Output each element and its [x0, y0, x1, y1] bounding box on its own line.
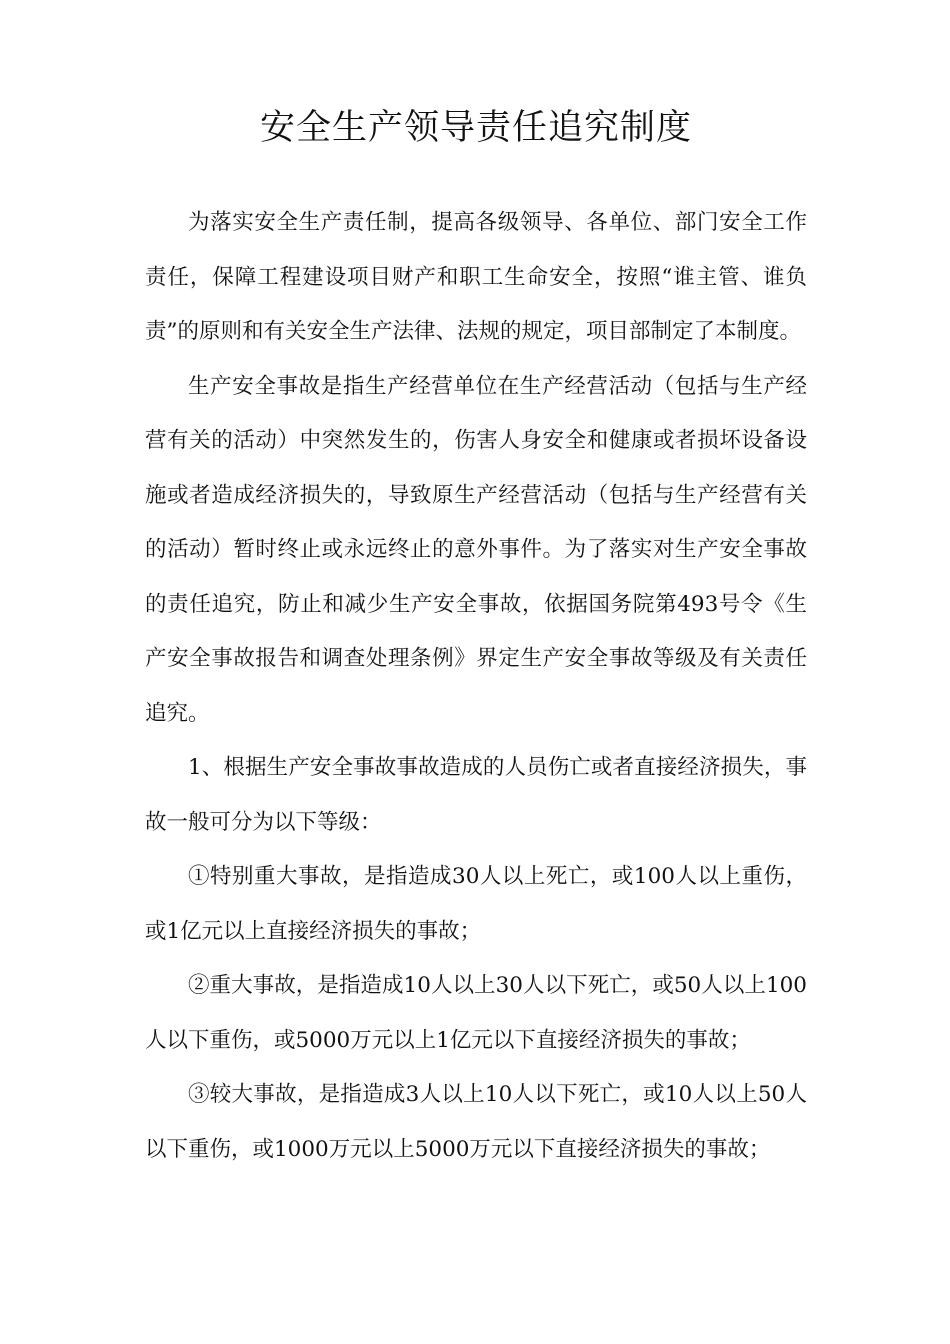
page-title: 安全生产领导责任追究制度 — [259, 108, 692, 148]
paragraph-purpose: 为落实安全生产责任制，提高各级领导、各单位、部门安全工作责任，保障工程建设项目财产和职工生命安全，按照“谁主管、谁负责”的原则和有关安全生产法律、法规的规定，项目部制定了本制度。 — [145, 210, 807, 344]
paragraph-level-1: ①特别重大事故，是指造成30人以上死亡，或100人以上重伤，或1亿元以上直接经济损失的事故； — [145, 864, 807, 944]
paragraph-definition: 生产安全事故是指生产经营单位在生产经营活动（包括与生产经营有关的活动）中突然发生的，伤害人身安全和健康或者损坏设备设施或者造成经济损失的，导致原生产经营活动（包括与生产经营有关的活动）暂时终止或永远终止的意外事件。为了落实对生产安全事故的责任追究，防止和减少生产安全事故，依据国务院第493号令《生产安全事故报告和调查处理条例》界定生产安全事故等级及有关责任追究。 — [145, 373, 807, 726]
paragraph-classification: 1、根据生产安全事故事故造成的人员伤亡或者直接经济损失，事故一般可分为以下等级： — [145, 755, 807, 835]
document-page — [145, 100, 807, 1177]
paragraph-level-3: ③较大事故，是指造成3人以上10人以下死亡，或10人以上50人以下重伤，或1000万元以上5000万元以下直接经济损失的事故； — [145, 1082, 807, 1162]
paragraph-level-2: ②重大事故，是指造成10人以上30人以下死亡，或50人以上100人以下重伤，或5000万元以上1亿元以下直接经济损失的事故； — [145, 973, 807, 1053]
